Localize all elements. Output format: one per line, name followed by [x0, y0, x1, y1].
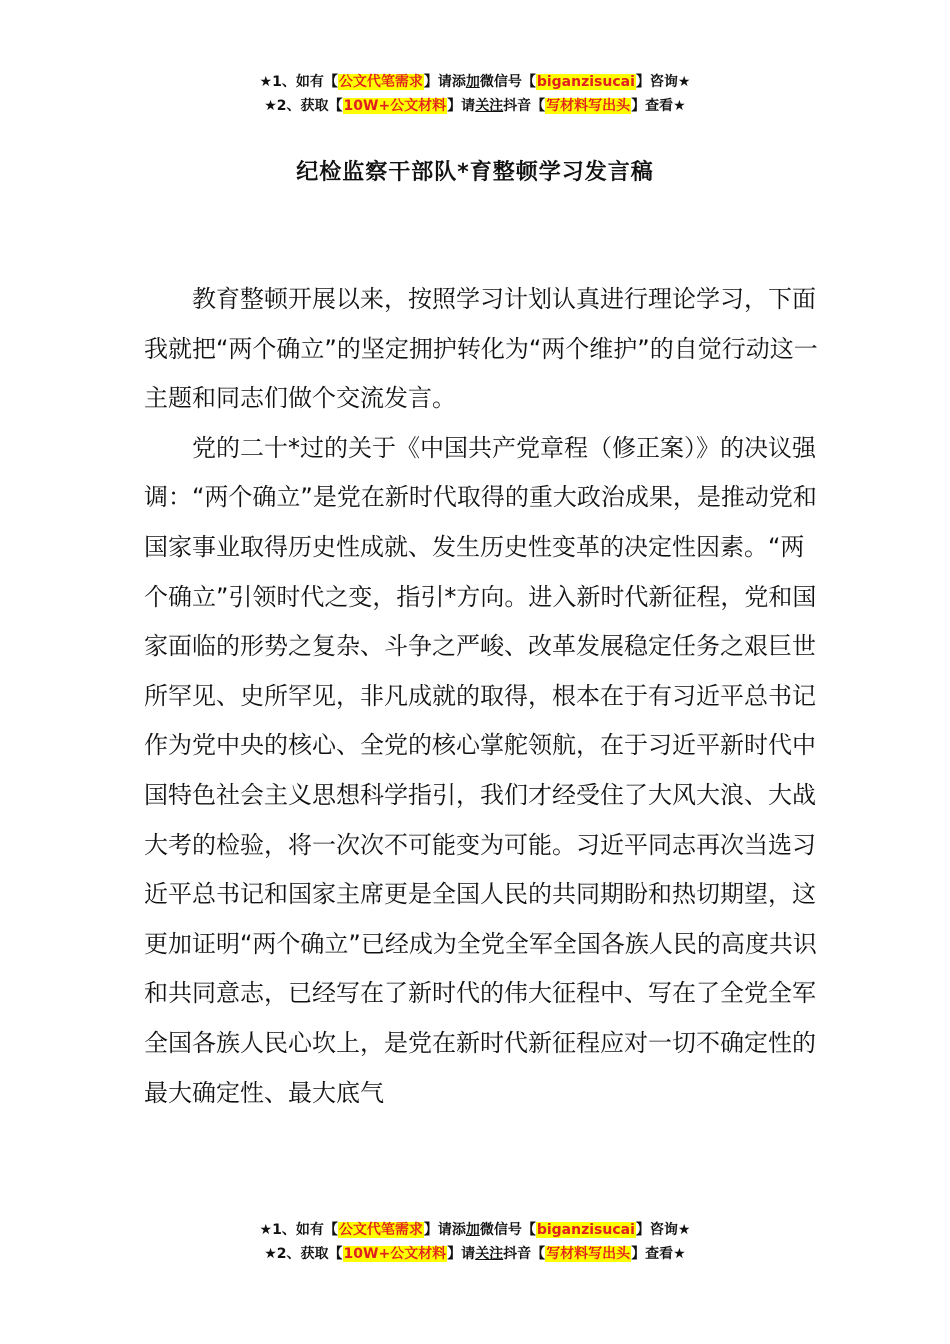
ad-highlight: 公文代笔需求 [338, 1222, 423, 1238]
paragraph: 教育整顿开展以来，按照学习计划认真进行理论学习，下面我就把“两个确立”的坚定拥护转化为“两个维护”的自觉行动这一主题和同志们做个交流发言。 [144, 285, 818, 413]
ad-text: 抖音【 [503, 1246, 546, 1262]
ad-line-1 [0, 70, 950, 94]
ad-text: ★2、获取【 [264, 1246, 343, 1262]
ad-line-2 [0, 94, 950, 118]
ad-text: 加 [465, 74, 480, 90]
ad-text: 抖音【 [503, 98, 546, 114]
ad-line-1 [0, 1218, 950, 1242]
ad-highlight: 10W+公文材料 [343, 98, 447, 114]
ad-text: 微信号【 [479, 74, 536, 90]
ad-text: ★2、获取【 [264, 98, 343, 114]
ad-line-2 [0, 1242, 950, 1266]
ad-text: 】查看★ [631, 98, 686, 114]
ad-text: 加 [465, 1222, 480, 1238]
wechat-id-highlight: biganzisucai [536, 1222, 635, 1238]
ad-text: 】请添 [423, 74, 466, 90]
ad-text: 】请 [447, 98, 476, 114]
header-ad-banner [0, 70, 950, 118]
footer-ad-banner [0, 1218, 950, 1266]
wechat-id-highlight: biganzisucai [536, 74, 635, 90]
ad-text: 】请添 [423, 1222, 466, 1238]
ad-text: 关注 [475, 98, 504, 114]
douyin-id-highlight: 写材料写出头 [546, 1246, 631, 1262]
ad-text: ★1、如有【 [259, 1222, 338, 1238]
document-title: 纪检监察干部队*育整顿学习发言稿 [296, 160, 654, 185]
ad-text: 关注 [475, 1246, 504, 1262]
ad-highlight: 公文代笔需求 [338, 74, 423, 90]
ad-text: 微信号【 [479, 1222, 536, 1238]
ad-text: 】咨询★ [635, 74, 691, 90]
ad-highlight: 10W+公文材料 [343, 1246, 447, 1262]
ad-text: 】咨询★ [635, 1222, 691, 1238]
ad-text: 】请 [447, 1246, 476, 1262]
ad-text: ★1、如有【 [259, 74, 338, 90]
paragraph: 党的二十*过的关于《中国共产党章程（修正案）》的决议强调：“两个确立”是党在新时代取得的重大政治成果，是推动党和国家事业取得历史性成就、发生历史性变革的决定性因素。“两个确立”引领时代之变，指引*方向。进入新时代新征程，党和国家面临的形势之复杂、斗争之严峻、改革发展稳定任务之艰巨世所罕见、史所罕见，非凡成就的取得，根本在于有习近平总书记作为党中央的核心、全党的核心掌舵领航，在于习近平新时代中国特色社会主义思想科学指引，我们才经受住了大风大浪、大战大考的检验，将一次次不可能变为可能。习近平同志再次当选习近平总书记和国家主席更是全国人民的共同期盼和热切期望，这更加证明“两个确立”已经成为全党全军全国各族人民的高度共识和共同意志，已经写在了新时代的伟大征程中、写在了全党全军全国各族人民心坎上，是党在新时代新征程应对一切不确定性的最大确定性、最大底气 [144, 433, 817, 1107]
document-body [144, 275, 824, 1118]
ad-text: 】查看★ [631, 1246, 686, 1262]
douyin-id-highlight: 写材料写出头 [546, 98, 631, 114]
